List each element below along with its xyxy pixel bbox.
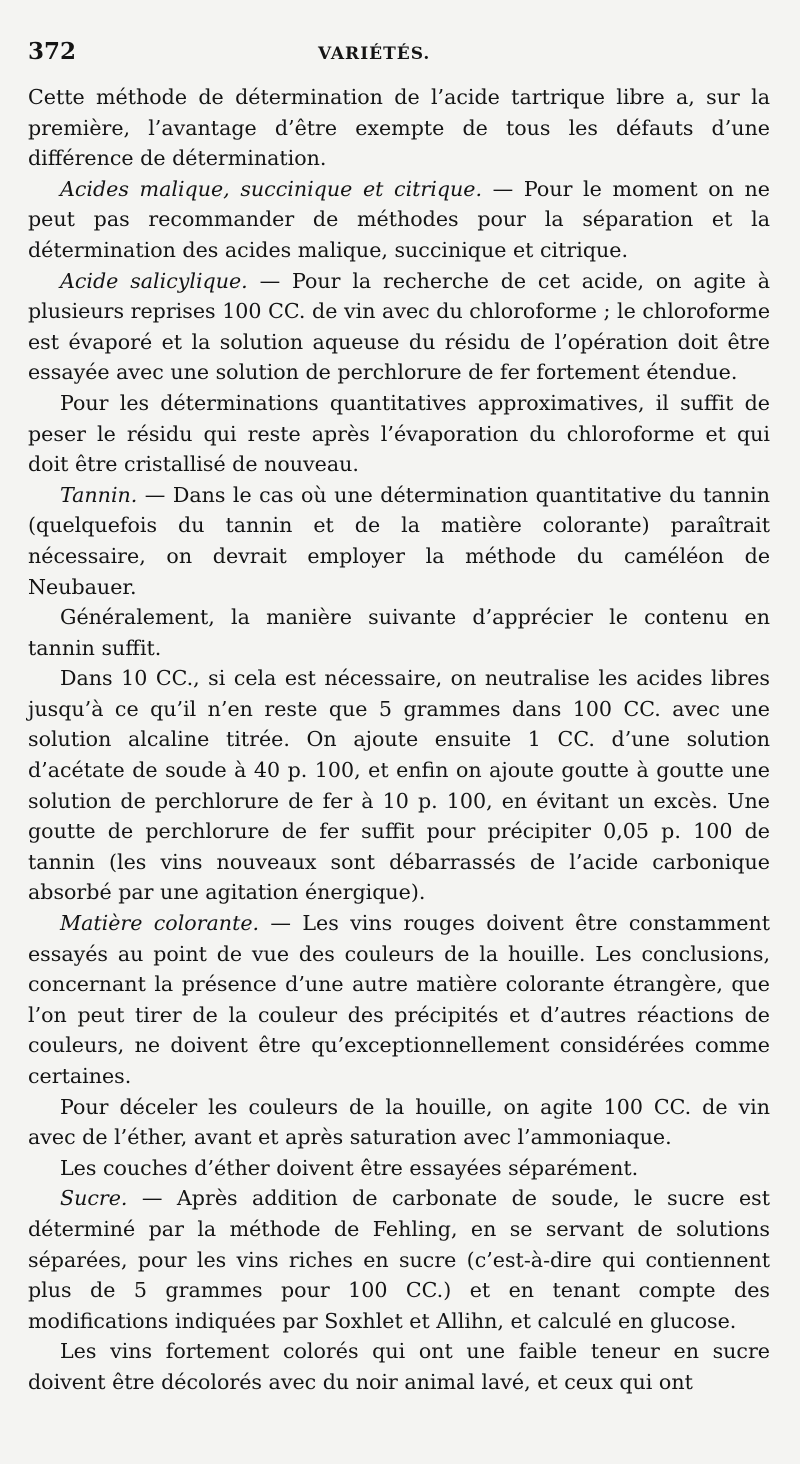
paragraph-text: Cette méthode de détermination de l’acide tartrique libre a, sur la première, l’avantage d’être exempte de tous les défauts d’une différence de détermination. <box>28 85 770 171</box>
paragraph-lead: Acide salicylique. <box>60 268 248 293</box>
paragraph-text: — Pour le moment on ne peut pas recommander de méthodes pour la séparation et la détermination des acides malique, succinique et citrique. <box>28 176 770 262</box>
paragraph-text: — Après addition de carbonate de soude, le sucre est déterminé par la méthode de Fehling, en se servant de solutions séparées, pour les vins riches en sucre (c’est-à-dire qui contiennent plus de 5 grammes pour 100 CC.) et en tenant compte des modifications indiquées par Soxhlet et Allihn, et calculé en glucose. <box>28 1186 770 1333</box>
paragraph-text: Dans 10 CC., si cela est nécessaire, on neutralise les acides libres jusqu’à ce qu’il n’en reste que 5 grammes dans 100 CC. avec une solution alcaline titrée. On ajoute ensuite 1 CC. d’une solution d’acétate de soude à 40 p. 100, et enfin on ajoute goutte à goutte une solution de perchlorure de fer à 10 p. 100, en évitant un excès. Une goutte de perchlorure de fer suffit pour précipiter 0,05 p. 100 de tannin (les vins nouveaux sont débarrassés de l’acide carbonique absorbé par une agitation énergique). <box>28 666 770 905</box>
paragraph <box>28 266 770 388</box>
paragraph-lead: Sucre. <box>60 1186 128 1211</box>
page-header <box>28 38 770 82</box>
paragraph <box>28 602 770 663</box>
paragraph-text: Pour déceler les couleurs de la houille, on agite 100 CC. de vin avec de l’éther, avant et après saturation avec l’ammoniaque. <box>28 1094 770 1150</box>
paragraph <box>28 1153 770 1184</box>
paragraph-lead: Tannin. <box>60 482 138 507</box>
paragraph-text: Les couches d’éther doivent être essayées séparément. <box>60 1155 639 1180</box>
page-body <box>28 82 770 1398</box>
paragraph-text: — Pour la recherche de cet acide, on agite à plusieurs reprises 100 CC. de vin avec du chloroforme ; le chloroforme est évaporé et la solution aqueuse du résidu de l’opération doit être essayée avec une solution de perchlorure de fer fortement étendue. <box>28 268 770 385</box>
paragraph <box>28 1092 770 1153</box>
paragraph-lead: Matière colorante. <box>60 911 260 936</box>
paragraph-text: Les vins fortement colorés qui ont une faible teneur en sucre doivent être décolorés avec du noir animal lavé, et ceux qui ont <box>28 1339 770 1394</box>
paragraph <box>28 1336 770 1397</box>
paragraph <box>28 82 770 174</box>
paragraph <box>28 174 770 266</box>
paragraph <box>28 388 770 480</box>
paragraph <box>28 908 770 1092</box>
paragraph-text: — Dans le cas où une détermination quantitative du tannin (quelquefois du tannin et de la matière colorante) paraîtrait nécessaire, on devrait employer la méthode du caméléon de Neubauer. <box>28 482 770 599</box>
paragraph-text: Pour les déterminations quantitatives approximatives, il suffit de peser le résidu qui reste après l’évaporation du chloroforme et qui doit être cristallisé de nouveau. <box>28 390 770 477</box>
paragraph-text: Généralement, la manière suivante d’apprécier le contenu en tannin suffit. <box>28 605 770 660</box>
running-head: VARIÉTÉS. <box>318 44 431 64</box>
page-number: 372 <box>28 38 77 65</box>
paragraph <box>28 663 770 908</box>
paragraph <box>28 480 770 602</box>
paragraph <box>28 1183 770 1336</box>
paragraph-lead: Acides malique, succinique et citrique. <box>60 176 483 201</box>
paragraph-text: — Les vins rouges doivent être constamment essayés au point de vue des couleurs de la houille. Les conclusions, concernant la présence d’une autre matière colorante étrangère, que l’on peut tirer de la couleur des précipités et d’autres réactions de couleurs, ne doivent être qu’exceptionnellement considérées comme certaines. <box>28 911 771 1088</box>
